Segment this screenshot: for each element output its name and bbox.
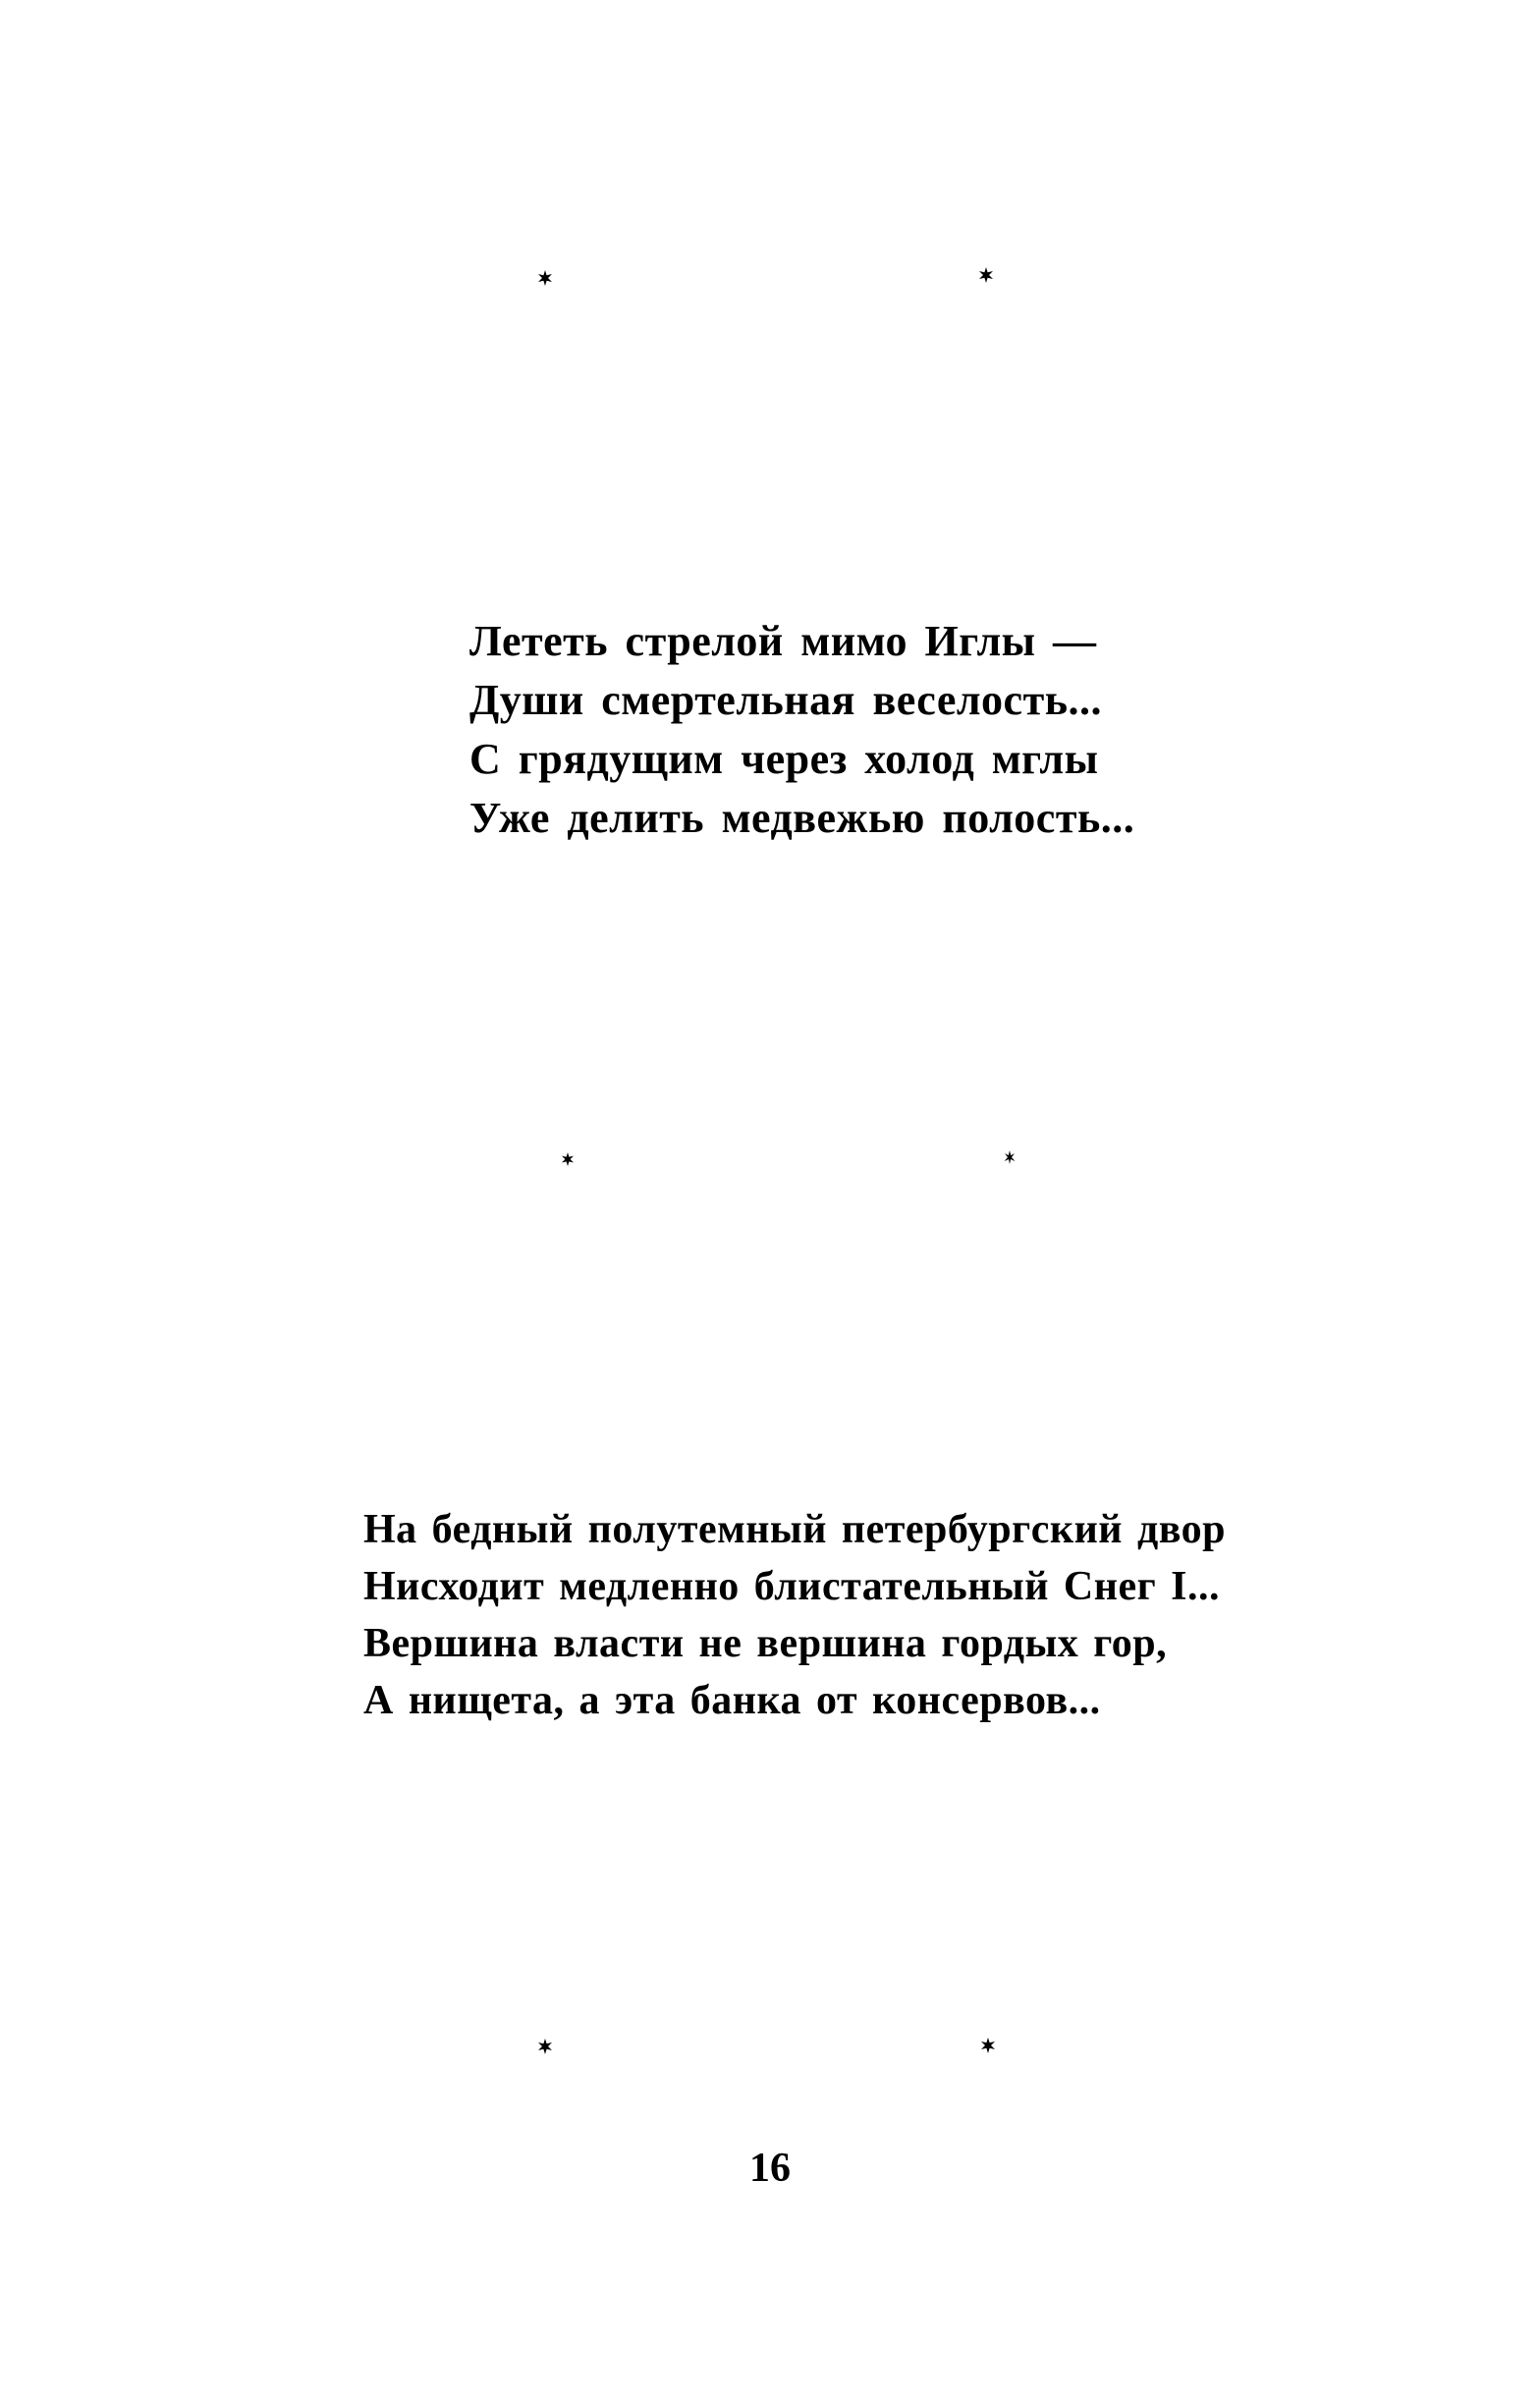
asterisk-icon (976, 265, 996, 285)
poem-line: Вершина власти не вершина гордых гор, (363, 1621, 1168, 1666)
poem-line: Уже делить медвежью полость... (469, 794, 1135, 842)
poem-stanza-2 (363, 1501, 1226, 1729)
poem-stanza-1 (469, 612, 1134, 848)
page-number: 16 (749, 2146, 791, 2191)
asterisk-icon (1000, 1147, 1019, 1167)
asterisk-icon (558, 1149, 578, 1169)
asterisk-icon (535, 268, 555, 288)
poem-line: На бедный полутемный петербургский двор (363, 1507, 1226, 1552)
asterisk-icon (535, 2037, 555, 2056)
poem-line: А нищета, а эта банка от консервов... (363, 1678, 1101, 1723)
poem-line: С грядущим через холод мглы (469, 735, 1099, 783)
poem-line: Нисходит медленно блистательный Снег I... (363, 1564, 1221, 1609)
asterisk-icon (978, 2036, 998, 2055)
poem-line: Лететь стрелой мимо Иглы — (469, 617, 1097, 665)
poem-line: Души смертельная веселость... (469, 676, 1102, 724)
